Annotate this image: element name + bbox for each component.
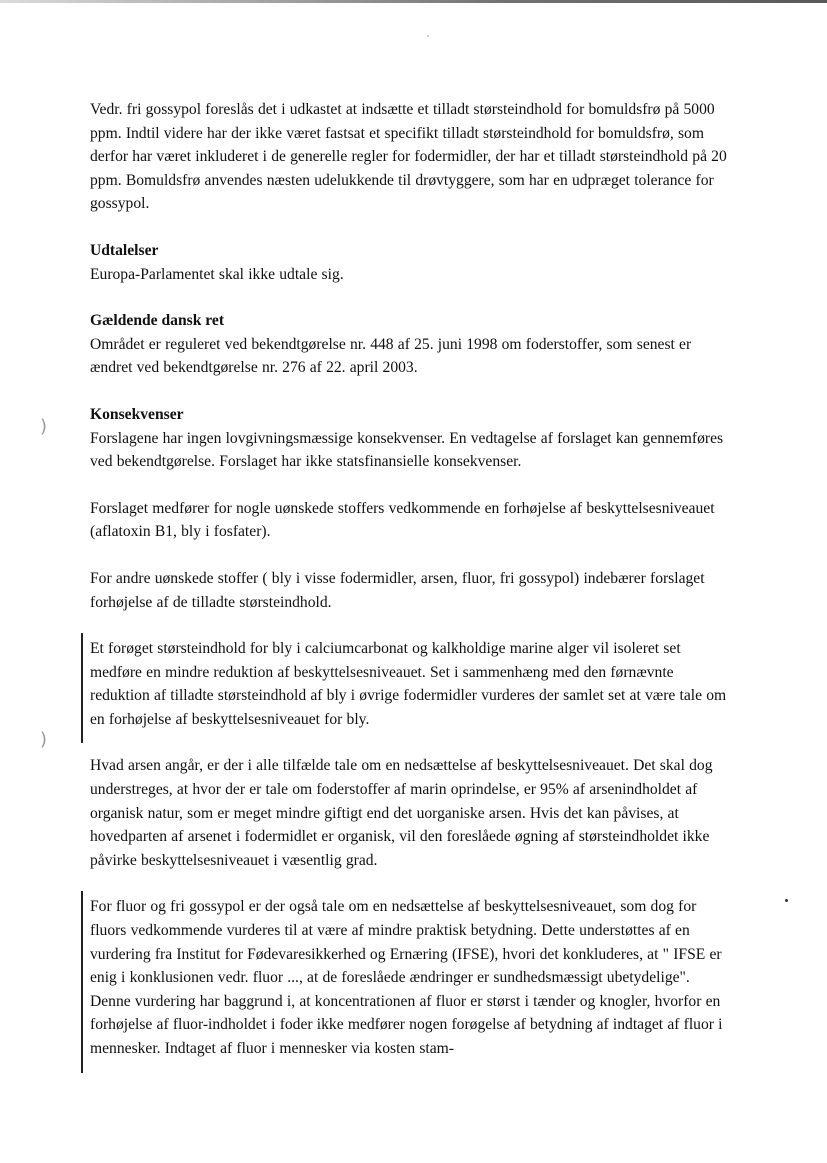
revision-bar <box>81 633 83 743</box>
konsekvenser-section <box>90 403 730 474</box>
fluor-section <box>90 895 730 1060</box>
andre-stoffer-section <box>90 567 730 614</box>
udtalelser-heading: Udtalelser <box>90 241 159 259</box>
bly-paragraph: Et forøget størsteindhold for bly i calciumcarbonat og kalkholdige marine alger vil isoleret set medføre en mindre reduktion af beskyttelsesniveauet. Set i sammenhæng med den førnævnte reduktion af tilladte størsteindhold af bly i øvrige fodermidler vurderes der samlet set at være tale om en forhøjelse af beskyttelsesniveauet for bly. <box>90 640 727 728</box>
arsen-section <box>90 754 730 872</box>
margin-bracket-mark: ) <box>40 416 48 437</box>
gaeldende-section <box>90 309 730 380</box>
andre-stoffer-paragraph: For andre uønskede stoffer ( bly i visse fodermidler, arsen, fluor, fri gossypol) indebærer forslaget forhøjelse af de tilladte størsteindhold. <box>90 569 705 611</box>
top-scan-rule <box>0 0 827 3</box>
margin-bracket-mark: ) <box>40 729 48 750</box>
bly-section <box>90 637 730 731</box>
forhoejelse-paragraph: Forslaget medfører for nogle uønskede stoffers vedkommende en forhøjelse af beskyttelsesniveauet (aflatoxin B1, bly i fosfater). <box>90 499 715 541</box>
scan-speck <box>785 899 788 902</box>
gossypol-paragraph: Vedr. fri gossypol foreslås det i udkastet at indsætte et tilladt størsteindhold for bomuldsfrø på 5000 ppm. Indtil videre har der ikke været fastsat et specifikt tilladt størsteindhold for bomuldsfrø, som derfor har været inkluderet i de generelle regler for fodermidler, der har et tilladt størsteindhold på 20 ppm. Bomuldsfrø anvendes næsten udelukkende til drøvtyggere, som har en udpræget tolerance for gossypol. <box>90 101 727 213</box>
udtalelser-paragraph: Europa-Parlamentet skal ikke udtale sig. <box>90 265 344 283</box>
forhoejelse-section <box>90 497 730 544</box>
konsekvenser-heading: Konsekvenser <box>90 405 184 423</box>
document-page <box>90 98 730 1084</box>
revision-bar <box>81 891 83 1072</box>
gaeldende-heading: Gældende dansk ret <box>90 312 225 330</box>
gaeldende-paragraph: Området er reguleret ved bekendtgørelse nr. 448 af 25. juni 1998 om foderstoffer, som senest er ændret ved bekendtgørelse nr. 276 af 22. april 2003. <box>90 335 692 377</box>
udtalelser-section <box>90 239 730 286</box>
fluor-paragraph: For fluor og fri gossypol er der også tale om en nedsættelse af beskyttelsesniveauet, som dog for fluors vedkommende vurderes til at være af mindre praktisk betydning. Dette understøttes af en vurdering fra Institut for Fødevaresikkerhed og Ernæring (IFSE), hvori det konkluderes, at " IFSE er enig i konklusionen vedr. fluor ..., at de foreslåede ændringer er sundhedsmæssigt ubetydelige". Denne vurdering har baggrund i, at koncentrationen af fluor er størst i tænder og knogler, hvorfor en forhøjelse af fluor-indholdet i foder ikke medfører nogen forøgelse af betydning af indtaget af fluor i mennesker. Indtaget af fluor i mennesker via kosten stam- <box>90 898 723 1057</box>
scan-speck <box>427 35 429 37</box>
arsen-paragraph: Hvad arsen angår, er der i alle tilfælde tale om en nedsættelse af beskyttelsesniveauet. Det skal dog understreges, at hvor der er tale om foderstoffer af marin oprindelse, er 95% af arsenindholdet af organisk natur, som er meget mindre giftigt end det uorganiske arsen. Hvis det kan påvises, at hovedparten af arsenet i fodermidlet er organisk, vil den foreslåede øgning af størsteindholdet ikke påvirke beskyttelsesniveauet i væsentlig grad. <box>90 757 713 869</box>
konsekvenser-paragraph: Forslagene har ingen lovgivningsmæssige konsekvenser. En vedtagelse af forslaget kan gennemføres ved bekendtgørelse. Forslaget har ikke statsfinansielle konsekvenser. <box>90 429 724 471</box>
gossypol-section <box>90 98 730 216</box>
